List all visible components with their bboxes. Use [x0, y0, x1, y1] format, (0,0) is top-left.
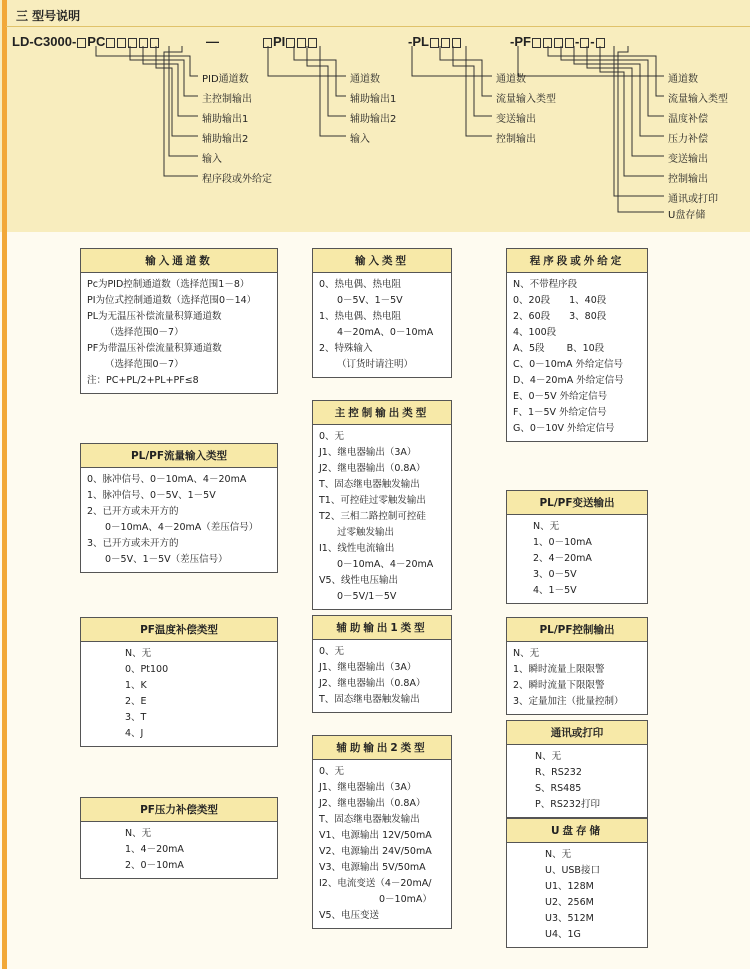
box-line: 4、1－5V	[533, 585, 577, 596]
box-line: U4、1G	[545, 929, 581, 940]
box-line: 2、瞬时流量下限限警	[513, 680, 605, 691]
box-line: 2、60段 3、80段	[513, 311, 607, 322]
box-line: J2、继电器输出（0.8A）	[319, 463, 426, 474]
pf-dash: -	[590, 34, 595, 49]
box-line: 2、4－20mA	[533, 553, 592, 564]
box-line: V1、电源输出 12V/50mA	[319, 830, 432, 841]
box-line: 4－20mA、0－10mA	[337, 327, 434, 338]
box-line: 3、0－5V	[533, 569, 577, 580]
box-line: V5、线性电压输出	[319, 575, 399, 586]
pl-code: -PL	[408, 34, 429, 49]
box-line: 0、20段 1、40段	[513, 295, 607, 306]
pf-code: -PF	[510, 34, 531, 49]
model-dash: —	[206, 34, 219, 49]
box-line: P、RS232打印	[535, 799, 600, 810]
box-line: 0、无	[319, 766, 345, 777]
box-line: 1、热电偶、热电阻	[319, 311, 402, 322]
box-line: N、无	[545, 849, 572, 860]
box-line: 过零触发输出	[337, 527, 395, 538]
input-channels-box	[80, 248, 278, 394]
box-title: 输入通道数	[81, 249, 277, 273]
pi-tree-label: 辅助输出1	[350, 94, 397, 105]
box-line: J1、继电器输出（3A）	[319, 782, 417, 793]
box-line: T1、可控硅过零触发输出	[319, 495, 426, 506]
program-segment-box	[506, 248, 648, 442]
box-title: 辅助输出1类型	[313, 616, 451, 640]
aux-output-2-box	[312, 735, 452, 929]
box-line: R、RS232	[535, 767, 582, 778]
box-line: PL为无温压补偿流量积算通道数	[87, 311, 222, 322]
box-line: U、USB接口	[545, 865, 600, 876]
box-line: PI为位式控制通道数（选择范围0－14）	[87, 295, 257, 306]
pc-tree-label: 程序段或外给定	[202, 174, 272, 185]
box-line: A、5段 B、10段	[513, 343, 605, 354]
pf-tree-label: U盘存储	[668, 210, 706, 221]
pl-pf-control-box	[506, 617, 648, 715]
box-line: N、无	[535, 751, 562, 762]
box-line: 4、J	[125, 728, 144, 739]
pl-tree-label: 通道数	[496, 74, 526, 85]
box-line: 1、0－10mA	[533, 537, 592, 548]
box-line: V5、电压变送	[319, 910, 380, 921]
box-line: 1、脉冲信号、0－5V、1－5V	[87, 490, 216, 501]
box-line: 2、特殊输入	[319, 343, 373, 354]
input-type-box	[312, 248, 452, 378]
pl-pf-input-type-box	[80, 443, 278, 573]
pf-dash: -	[574, 34, 580, 49]
box-line: N、无	[533, 521, 560, 532]
box-line: 3、已开方或未开方的	[87, 538, 179, 549]
box-line: 0－10mA、4－20mA	[337, 559, 434, 570]
box-line: 0、脉冲信号、0－10mA、4－20mA	[87, 474, 247, 485]
comm-print-box	[506, 720, 648, 818]
model-prefix: LD-C3000-	[12, 34, 77, 49]
box-line: 0－10mA）	[379, 894, 432, 905]
box-line: 0－5V、1－5V	[337, 295, 403, 306]
section-title: 三 型号说明	[16, 9, 81, 23]
box-line: J1、继电器输出（3A）	[319, 662, 417, 673]
box-line: J2、继电器输出（0.8A）	[319, 678, 426, 689]
box-line: V3、电源输出 5V/50mA	[319, 862, 426, 873]
pf-pressure-comp-box	[80, 797, 278, 879]
pl-tree-label: 流量输入类型	[496, 94, 556, 105]
box-line: I1、线性电流输出	[319, 543, 395, 554]
box-line: 0－10mA、4－20mA（差压信号）	[105, 522, 259, 533]
box-line: 0、Pt100	[125, 664, 169, 675]
pi-tree-label: 辅助输出2	[350, 114, 397, 125]
box-line: 0、热电偶、热电阻	[319, 279, 402, 290]
box-line: 2、已开方或未开方的	[87, 506, 179, 517]
box-line: 2、0－10mA	[125, 860, 184, 871]
box-title: 程序段或外给定	[507, 249, 647, 273]
box-line: I2、电流变送（4－20mA/	[319, 878, 432, 889]
box-line: （选择范围0－7）	[105, 327, 184, 338]
box-line: U2、256M	[545, 897, 594, 908]
box-line: T、固态继电器触发输出	[319, 694, 420, 705]
pi-code: PI	[273, 34, 286, 49]
pf-tree-label: 通讯或打印	[668, 194, 718, 205]
box-title: 主控制输出类型	[313, 401, 451, 425]
box-line: N、无	[513, 648, 540, 659]
pi-tree-label: 输入	[350, 134, 370, 145]
pc-tree-label: 主控制输出	[202, 94, 252, 105]
pf-tree-label: 变送输出	[668, 154, 708, 165]
main-control-output-box	[312, 400, 452, 610]
box-line: G、0－10V 外给定信号	[513, 423, 615, 434]
aux-output-1-box	[312, 615, 452, 713]
pf-tree-label: 通道数	[668, 74, 698, 85]
box-line: 2、E	[125, 696, 147, 707]
pf-tree-label: 压力补偿	[668, 134, 708, 145]
box-line: T2、三相二路控制可控硅	[319, 511, 426, 522]
pc-tree-label: 输入	[202, 154, 222, 165]
box-title: 输入类型	[313, 249, 451, 273]
pf-tree-label: 控制输出	[668, 174, 708, 185]
box-line: 0－5V、1－5V（差压信号）	[105, 554, 228, 565]
box-line: S、RS485	[535, 783, 582, 794]
box-title: PL/PF控制输出	[507, 618, 647, 642]
box-title: PF压力补偿类型	[81, 798, 277, 822]
box-line: 0－5V/1－5V	[337, 591, 397, 602]
box-line: 0、无	[319, 431, 345, 442]
box-line: F、1－5V 外给定信号	[513, 407, 607, 418]
pc-tree-label: 辅助输出2	[202, 134, 249, 145]
box-line: E、0－5V 外给定信号	[513, 391, 608, 402]
box-title: U盘存储	[507, 819, 647, 843]
pi-tree-label: 通道数	[350, 74, 380, 85]
box-line: （选择范围0－7）	[105, 359, 184, 370]
box-line: U3、512M	[545, 913, 594, 924]
usb-storage-box	[506, 818, 648, 948]
pc-tree-label: 辅助输出1	[202, 114, 249, 125]
pc-code: PC	[87, 34, 106, 49]
pf-tree-label: 流量输入类型	[668, 94, 728, 105]
box-line: 注：PC+PL/2+PL+PF≤8	[87, 375, 199, 386]
pf-temp-comp-box	[80, 617, 278, 747]
box-line: 4、100段	[513, 327, 557, 338]
box-title: PL/PF流量输入类型	[81, 444, 277, 468]
box-line: 3、定量加注（批量控制）	[513, 696, 624, 707]
pl-pf-transmit-box	[506, 490, 648, 604]
box-title: PL/PF变送输出	[507, 491, 647, 515]
box-line: C、0－10mA 外给定信号	[513, 359, 624, 370]
box-line: D、4－20mA 外给定信号	[513, 375, 624, 386]
pf-tree-label: 温度补偿	[668, 114, 708, 125]
box-line: U1、128M	[545, 881, 594, 892]
box-line: J1、继电器输出（3A）	[319, 447, 417, 458]
box-title: 辅助输出2类型	[313, 736, 451, 760]
box-line: N、无	[125, 648, 152, 659]
box-line: 0、无	[319, 646, 345, 657]
box-line: V2、电源输出 24V/50mA	[319, 846, 432, 857]
box-line: J2、继电器输出（0.8A）	[319, 798, 426, 809]
box-line: 1、K	[125, 680, 147, 691]
box-line: 3、T	[125, 712, 147, 723]
box-title: 通讯或打印	[507, 721, 647, 745]
box-line: （订货时请注明）	[337, 359, 414, 370]
box-title: PF温度补偿类型	[81, 618, 277, 642]
box-line: N、无	[125, 828, 152, 839]
box-line: 1、4－20mA	[125, 844, 184, 855]
pl-tree-label: 变送输出	[496, 114, 536, 125]
box-line: T、固态继电器触发输出	[319, 479, 420, 490]
box-line: Pc为PID控制通道数（选择范围1－8）	[87, 279, 250, 290]
box-line: 1、瞬时流量上限限警	[513, 664, 605, 675]
pc-tree-label: PID通道数	[202, 74, 249, 85]
box-line: PF为带温压补偿流量积算通道数	[87, 343, 222, 354]
pl-tree-label: 控制输出	[496, 134, 536, 145]
box-line: N、不带程序段	[513, 279, 578, 290]
box-line: T、固态继电器触发输出	[319, 814, 420, 825]
